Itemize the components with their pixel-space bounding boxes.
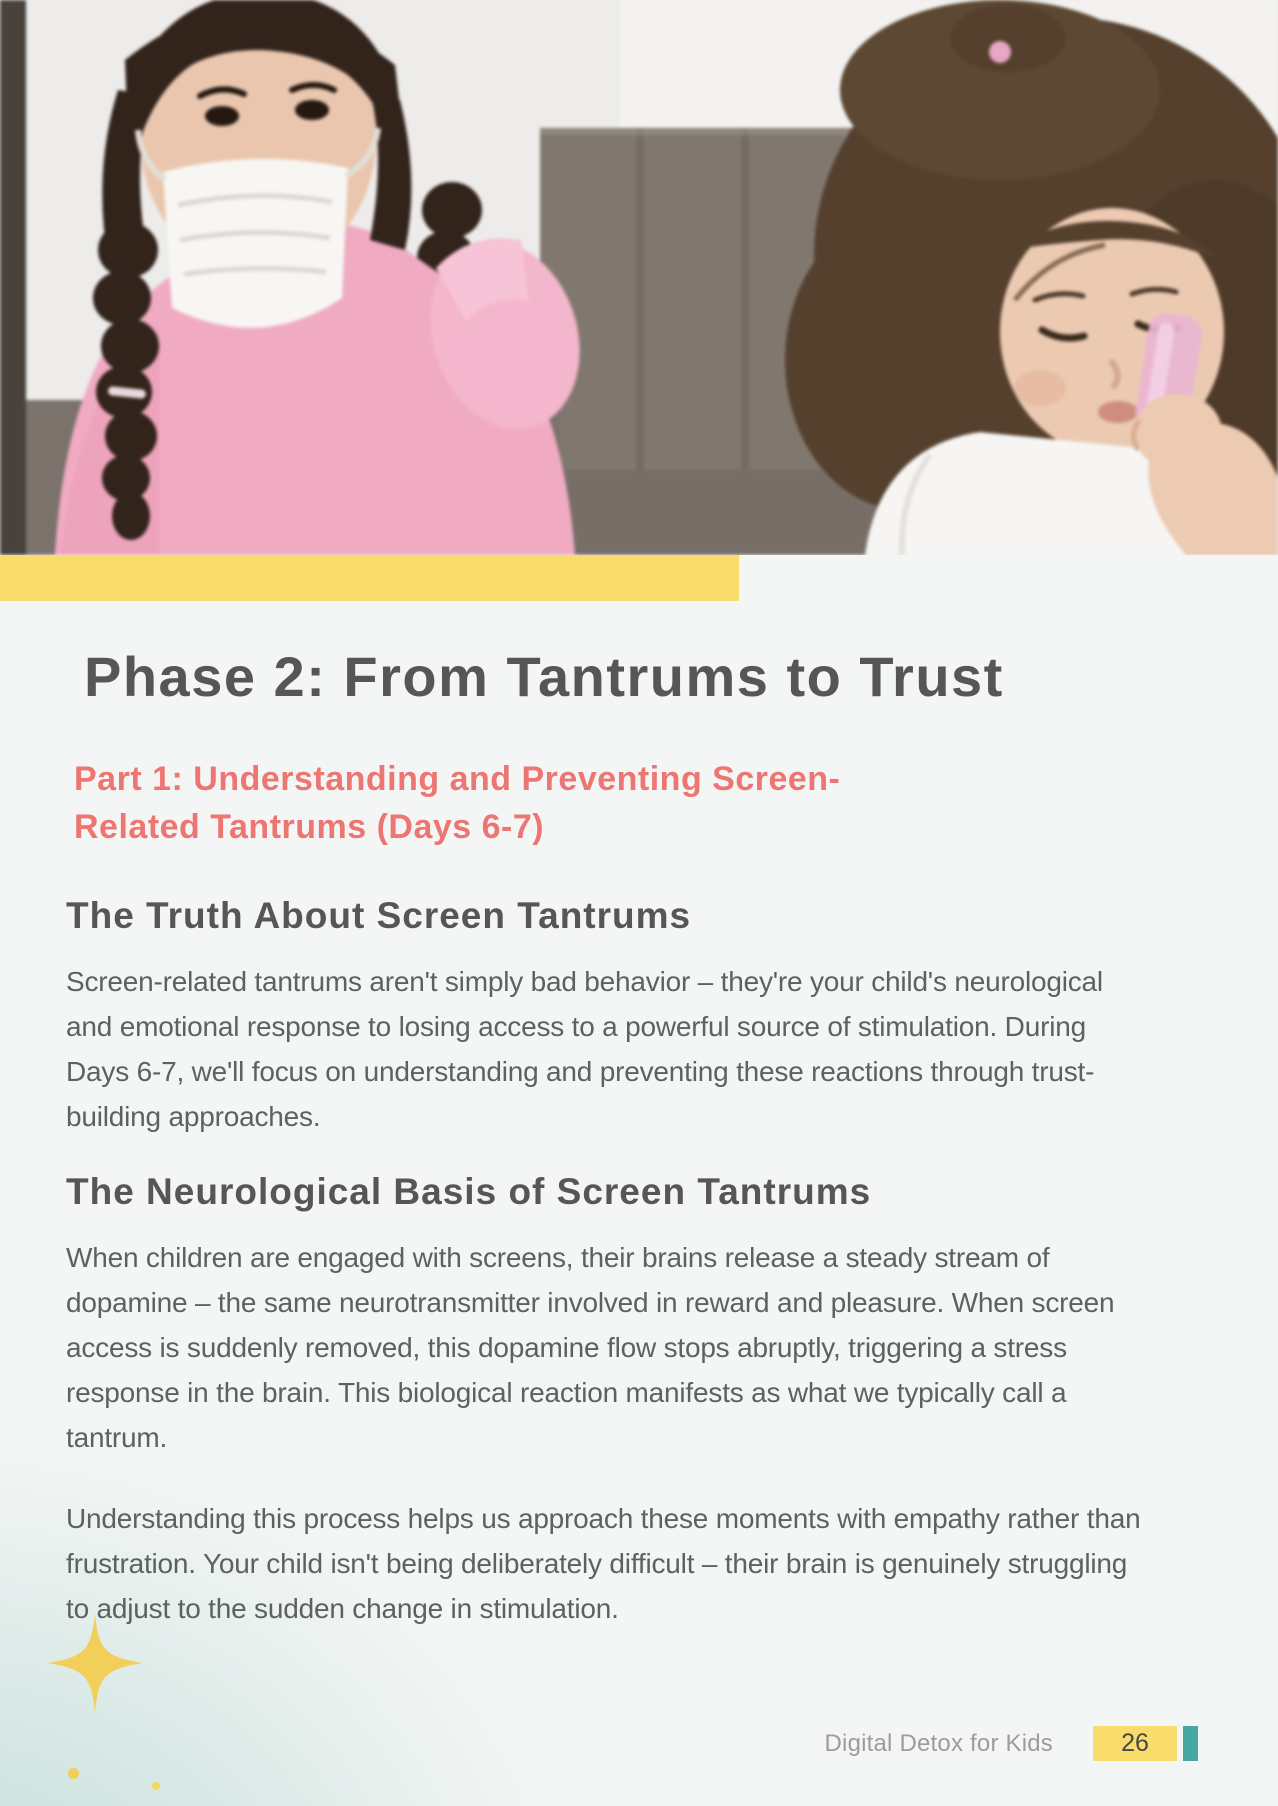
- hero-photo: [0, 0, 1278, 555]
- teal-accent-bar: [1183, 1726, 1198, 1761]
- section-heading-neurological: The Neurological Basis of Screen Tantrums: [66, 1171, 872, 1212]
- part-heading: [66, 755, 1212, 851]
- body-paragraph: When children are engaged with screens, their brains release a steady stream of dopamine – the same neurotransmitter involved in reward and pleasure. When screen access is suddenly removed, this dopamine flow stops abruptly, triggering a stress response in the brain. This biological reaction manifests as what we typically call a tantrum.: [66, 1242, 1115, 1453]
- page-content: [0, 601, 1278, 1631]
- sparkle-dot-icon: [68, 1768, 79, 1779]
- yellow-accent-bar: [0, 555, 739, 601]
- body-paragraph: Screen-related tantrums aren't simply bad behavior – they're your child's neurological and emotional response to losing access to a powerful source of stimulation. During Days 6-7, we'll focus on understanding and preventing these reactions through trust-building approaches.: [66, 966, 1103, 1132]
- section-heading-truth: The Truth About Screen Tantrums: [66, 895, 692, 936]
- sparkle-icon: [47, 1613, 143, 1713]
- sparkle-dot-icon: [152, 1782, 160, 1790]
- body-paragraph: Understanding this process helps us approach these moments with empathy rather than frustration. Your child isn't being deliberately difficult – their brain is genuinely struggling to adjust to the sudden change in stimulation.: [66, 1503, 1141, 1624]
- footer-book-title: Digital Detox for Kids: [824, 1730, 1053, 1757]
- page-number-badge: [1093, 1726, 1177, 1761]
- hero-photo-illustration: [0, 0, 1278, 555]
- part-heading-line-2: Related Tantrums (Days 6-7): [74, 808, 545, 846]
- page-title: Phase 2: From Tantrums to Trust: [84, 645, 1004, 708]
- page-number: 26: [1121, 1729, 1149, 1757]
- part-heading-line-1: Part 1: Understanding and Preventing Screen-: [74, 760, 841, 798]
- page-footer: [825, 1726, 1199, 1761]
